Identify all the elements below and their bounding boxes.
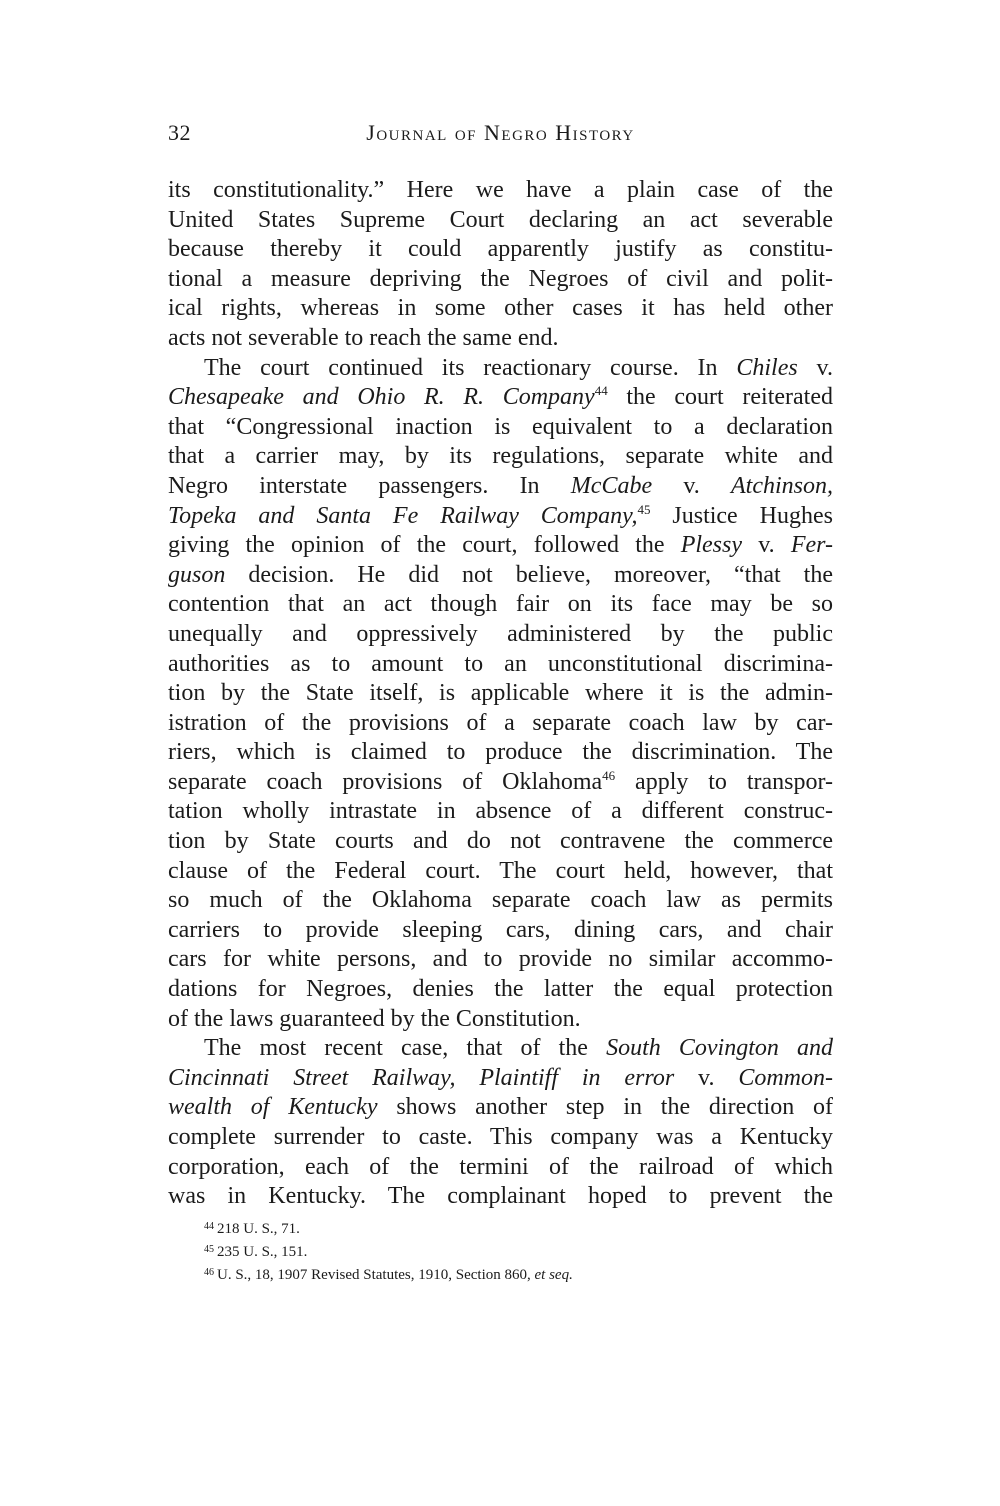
text-line: wealth of Kentucky shows another step in the direction of	[168, 1094, 834, 1121]
text-line: clause of the Federal court. The court held, however, that	[168, 857, 833, 884]
text-line: was in Kentucky. The complainant hoped to prevent the	[168, 1183, 833, 1210]
text-line: separate coach provisions of Oklahoma$^{46}$ apply to transpor-	[168, 767, 833, 795]
text-line: carriers to provide sleeping cars, dining cars, and chair	[168, 916, 833, 943]
body-text	[168, 176, 833, 1212]
text-line: acts not severable to reach the same end.	[168, 324, 559, 351]
text-line: that “Congressional inaction is equivalent to a declaration	[168, 413, 833, 440]
footnote-mark: 45	[204, 1243, 214, 1255]
page-header	[168, 120, 833, 152]
footnote: $^{46}$ U. S., 18, 1907 Revised Statutes, 1910, Section 860, et seq.	[204, 1266, 573, 1283]
footnote-mark: 44	[204, 1220, 214, 1232]
text-line: contention that an act though fair on its face may be so	[168, 591, 833, 618]
text-line: tation wholly intrastate in absence of a different construc-	[168, 798, 833, 825]
footnote-ref: 44	[594, 383, 608, 399]
running-head: Journal of Negro History	[366, 120, 635, 145]
footnote-ref: 45	[637, 501, 651, 517]
text-line: complete surrender to caste. This company was a Kentucky	[168, 1124, 833, 1150]
text-line: that a carrier may, by its regulations, separate white and	[168, 443, 833, 470]
text-line: authorities as to amount to an unconstitutional discrimina-	[168, 650, 833, 677]
footnote: $^{44}$ 218 U. S., 71.	[204, 1220, 300, 1237]
text-line: tion by State courts and do not contravene the commerce	[168, 828, 833, 855]
text-line: riers, which is claimed to produce the discrimination. The	[168, 739, 833, 766]
text-line: so much of the Oklahoma separate coach law as permits	[168, 887, 833, 914]
text-line: giving the opinion of the court, followed the Plessy v. Fer-	[168, 532, 833, 559]
text-line: ical rights, whereas in some other cases it has held other	[168, 295, 833, 322]
footnote: $^{45}$ 235 U. S., 151.	[204, 1243, 308, 1260]
text-line: corporation, each of the termini of the railroad of which	[168, 1153, 833, 1180]
text-line: tional a measure depriving the Negroes of civil and polit-	[168, 265, 833, 292]
text-line: Cincinnati Street Railway, Plaintiff in error v. Common-	[168, 1064, 833, 1091]
paragraph-1	[168, 176, 833, 354]
text-line: Chesapeake and Ohio R. R. Company$^{44}$ the court reiterated	[168, 383, 833, 411]
text-line: Negro interstate passengers. In McCabe v. Atchinson,	[168, 472, 833, 499]
text-line: dations for Negroes, denies the latter the equal protection	[168, 976, 833, 1003]
text-line: The court continued its reactionary course. In Chiles v.	[204, 354, 833, 381]
text-line: of the laws guaranteed by the Constitution.	[168, 1005, 581, 1032]
footnotes	[204, 1218, 804, 1287]
text-line: The most recent case, that of the South Covington and	[204, 1035, 833, 1062]
text-line: unequally and oppressively administered by the public	[168, 620, 833, 647]
text-line: because thereby it could apparently justify as constitu-	[168, 236, 833, 263]
paragraph-3	[168, 1034, 833, 1212]
text-line: United States Supreme Court declaring an act severable	[168, 206, 833, 233]
text-line: guson decision. He did not believe, moreover, “that the	[168, 561, 833, 588]
footnote-ref: 46	[602, 767, 616, 783]
text-line: Topeka and Santa Fe Railway Company,$^{45}$ Justice Hughes	[168, 501, 833, 529]
paragraph-2	[168, 354, 833, 1035]
text-line: cars for white persons, and to provide no similar accommo-	[168, 946, 833, 973]
text-line: istration of the provisions of a separate coach law by car-	[168, 709, 833, 736]
footnote-mark: 46	[204, 1266, 214, 1278]
page-number: 32	[168, 120, 191, 145]
text-line: its constitutionality.” Here we have a plain case of the	[168, 177, 833, 203]
text-line: tion by the State itself, is applicable where it is the admin-	[168, 680, 833, 707]
